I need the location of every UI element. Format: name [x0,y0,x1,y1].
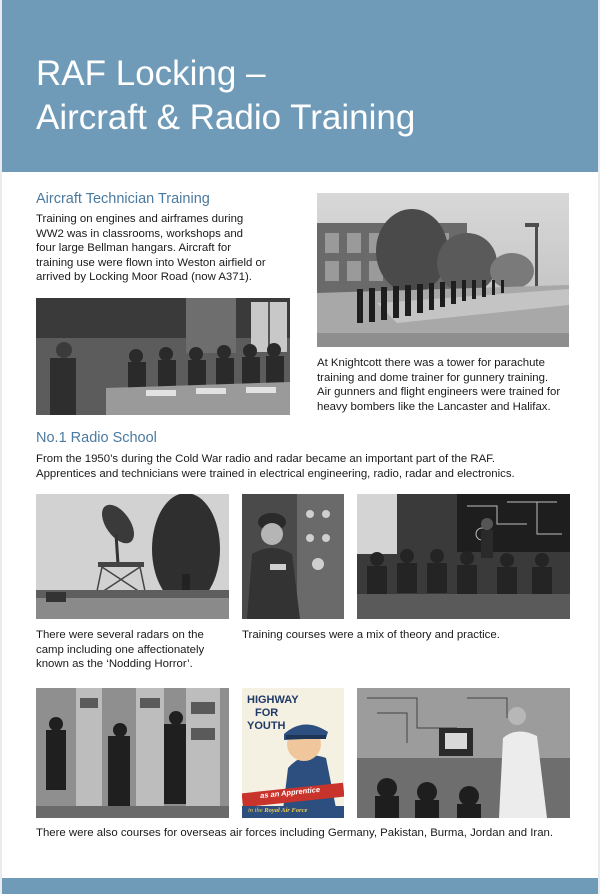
knightcott-text [317,356,587,414]
aircraft-intro-line: Training on engines and airframes during [36,213,244,225]
title-line-1: RAF Locking – [36,54,266,93]
radio-heading: No.1 Radio School [36,430,157,446]
radar-caption-line: There were several radars on the [36,629,204,641]
poster-bottom-prefix: in the [248,807,263,814]
knightcott-line: training and dome trainer for gunnery training. [317,371,549,384]
photo-classroom [36,298,290,415]
photo-lecture [357,494,570,619]
radio-intro-line: From the 1950’s during the Cold War radio and radar became an important part of the RAF. [36,453,496,465]
photo-operator [242,494,344,619]
poster-highway-for-youth [242,688,344,818]
overseas-caption: There were also courses for overseas air forces including Germany, Pakistan, Burma, Jordan and Iran. [36,827,554,839]
page-title [36,52,415,140]
aircraft-intro-line: training use were flown into Weston airfield or [36,256,266,269]
poster-bottom [248,807,307,814]
aircraft-intro-line: WW2 was in classrooms, workshops and [36,227,243,240]
aircraft-intro [36,212,306,285]
photo-marching-airmen [317,193,569,347]
header-band [2,0,598,172]
aircraft-intro-line: arrived by Locking Moor Road (now A371). [36,271,252,283]
knightcott-line: heavy bombers like the Lancaster and Halifax. [317,400,551,413]
radio-intro-line: Apprentices and technicians were trained in electrical engineering, radio, radar and electronics. [36,467,515,480]
radar-caption-line: known as the ‘Nodding Horror’. [36,658,193,670]
footer-band [2,878,598,894]
knightcott-line: At Knightcott there was a tower for parachute [317,357,545,369]
title-line-2: Aircraft & Radio Training [36,98,416,137]
photo-equipment-racks [36,688,229,818]
courses-caption: Training courses were a mix of theory and practice. [242,629,500,641]
poster-line-2: FOR [255,707,279,719]
poster-bottom-name: Royal Air Force [264,807,308,814]
photo-instructor-oscilloscope [357,688,570,818]
info-panel [2,0,598,894]
photo-radar [36,494,229,619]
poster-banner: as an Apprentice [259,784,321,801]
poster-line-3: YOUTH [247,720,286,732]
knightcott-line: Air gunners and flight engineers were trained for [317,386,561,398]
poster-line-1: HIGHWAY [247,694,299,706]
radar-caption [36,628,236,672]
aircraft-intro-line: four large Bellman hangars. Aircraft for [36,242,231,254]
radar-caption-line: camp including one affectionately [36,643,205,656]
aircraft-heading: Aircraft Technician Training [36,191,210,207]
radio-intro [36,452,581,481]
